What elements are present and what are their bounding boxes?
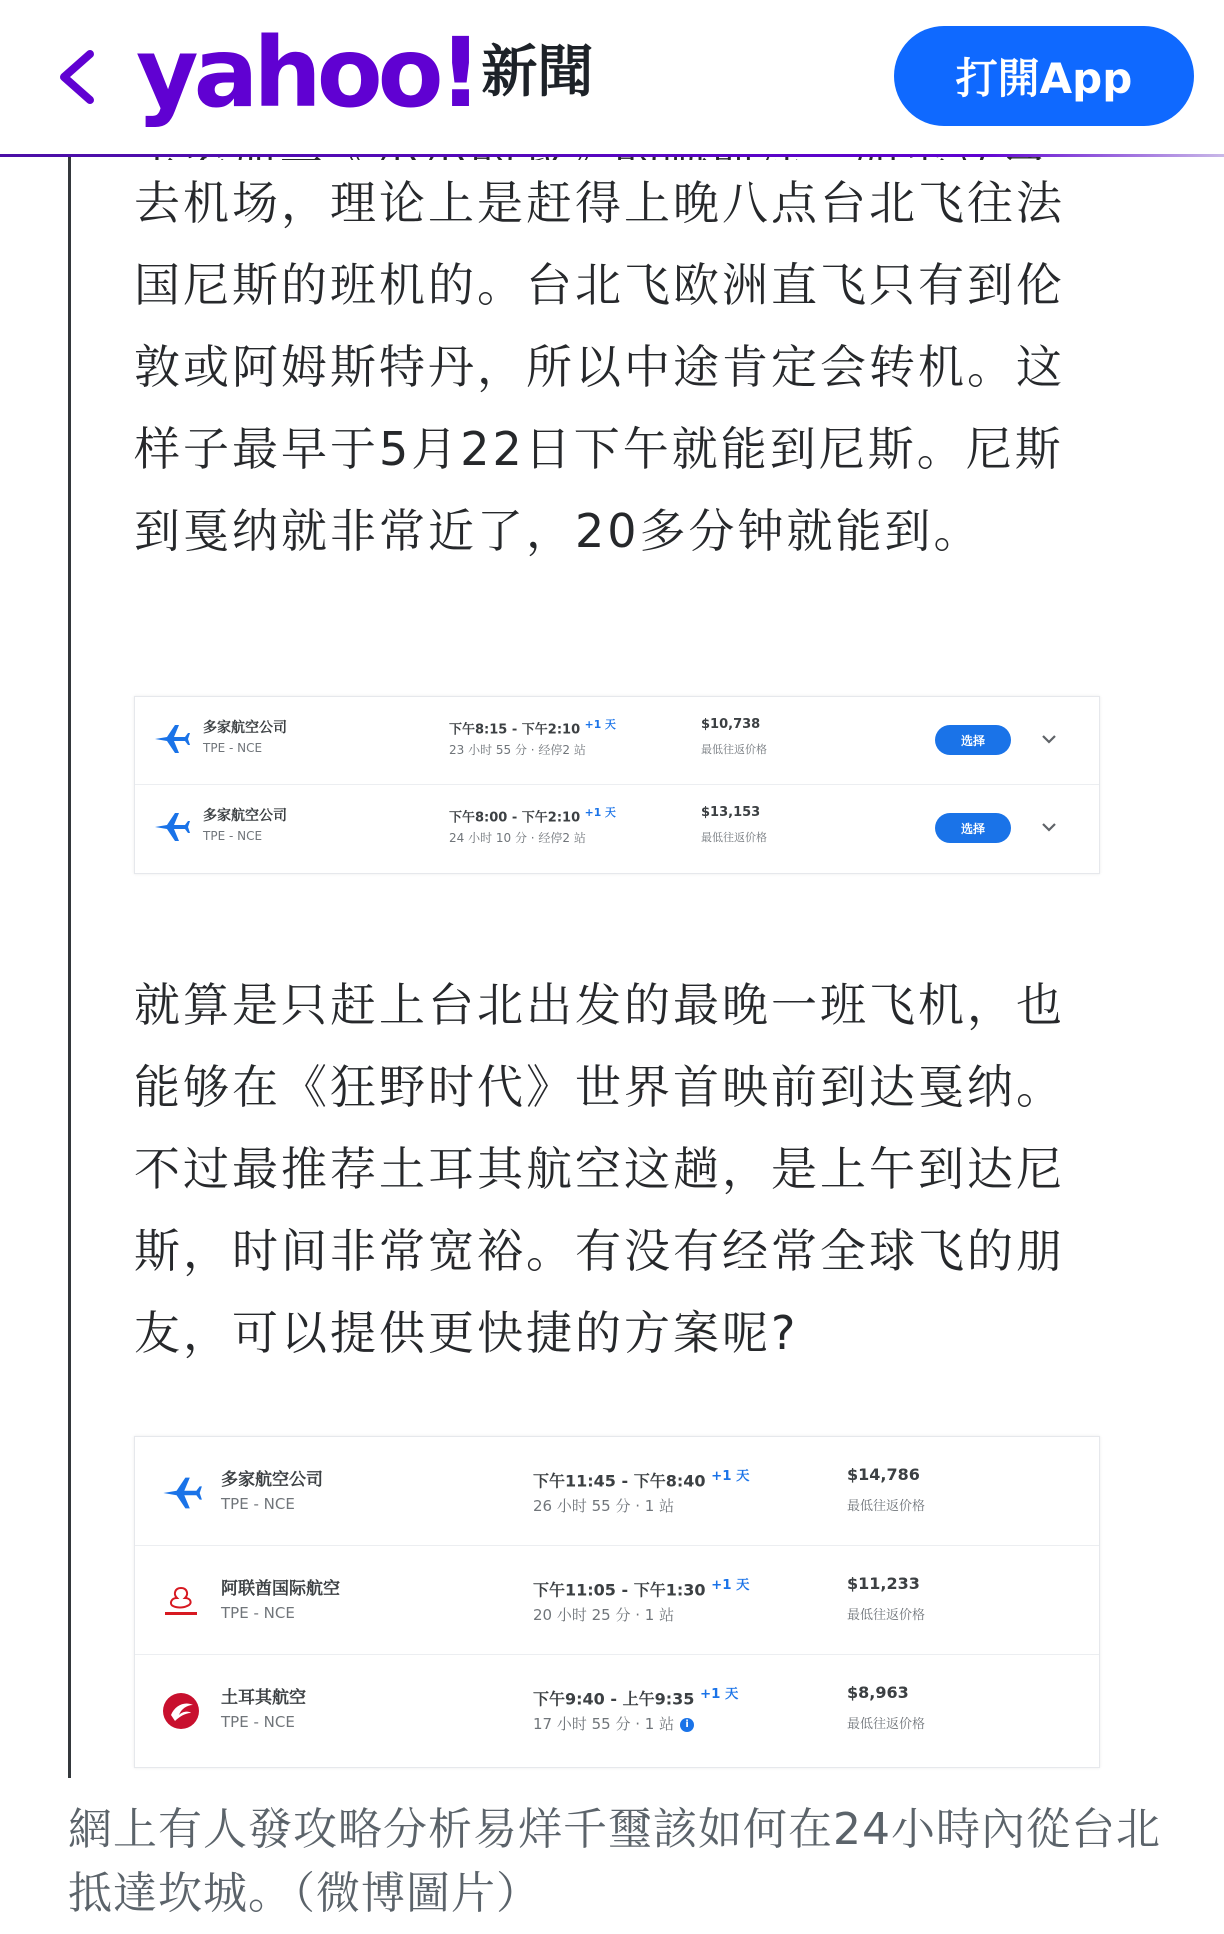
route: TPE - NCE: [221, 1604, 295, 1622]
info-icon[interactable]: i: [680, 1718, 694, 1732]
flight-results-card-2: [134, 1436, 1100, 1768]
flight-row[interactable]: [135, 1655, 1099, 1763]
article-content: [0, 156, 1224, 1934]
flight-time: 下午11:05 - 下午1:30 $^{+1 天}$: [533, 1578, 750, 1600]
price-note: 最低往返价格: [847, 1499, 926, 1514]
airline-name: 多家航空公司: [221, 1470, 323, 1490]
price: $14,786: [847, 1465, 920, 1484]
open-app-button[interactable]: 打開App: [894, 26, 1194, 126]
route: TPE - NCE: [221, 1495, 295, 1513]
price: $10,738: [701, 717, 761, 732]
price-note: 最低往返价格: [847, 1717, 926, 1732]
airline-name: 多家航空公司: [203, 720, 287, 736]
next-day-badge: +1 天: [584, 718, 616, 731]
back-arrow-icon[interactable]: [50, 42, 110, 112]
airline-name: 土耳其航空: [221, 1688, 306, 1708]
airplane-icon: [151, 719, 191, 759]
price: $11,233: [847, 1574, 920, 1593]
yahoo-news-logo[interactable]: [136, 18, 593, 128]
flight-row[interactable]: [135, 785, 1099, 872]
flight-row[interactable]: [135, 1546, 1099, 1655]
chevron-down-icon[interactable]: [1037, 727, 1061, 751]
quote-bar: [68, 156, 71, 1778]
logo-brand: yahoo!: [136, 17, 478, 129]
flight-time: 下午8:00 - 下午2:10 $^{+1 天}$: [449, 806, 616, 826]
emirates-logo-icon: [159, 1580, 203, 1624]
airline-name: 阿联酋国际航空: [221, 1579, 340, 1599]
duration: 23 小时 55 分 · 经停2 站: [449, 743, 586, 757]
header-divider: [0, 154, 1224, 157]
price: $13,153: [701, 805, 761, 820]
duration: 26 小时 55 分 · 1 站: [533, 1497, 675, 1515]
next-day-badge: +1 天: [584, 806, 616, 819]
flight-results-card-1: [134, 696, 1100, 874]
duration: 17 小时 55 分 · 1 站 i: [533, 1713, 694, 1734]
duration: 20 小时 25 分 · 1 站: [533, 1606, 675, 1624]
flight-time: 下午11:45 - 下午8:40 $^{+1 天}$: [533, 1469, 750, 1491]
airline-name: 多家航空公司: [203, 808, 287, 824]
airplane-icon: [151, 807, 191, 847]
price: $8,963: [847, 1683, 909, 1702]
duration: 24 小时 10 分 · 经停2 站: [449, 831, 586, 845]
logo-section: 新聞: [481, 40, 594, 105]
flight-row[interactable]: [135, 697, 1099, 785]
flight-time: 下午8:15 - 下午2:10 $^{+1 天}$: [449, 718, 616, 738]
chevron-down-icon[interactable]: [1037, 815, 1061, 839]
next-day-badge: +1 天: [711, 1578, 750, 1593]
article-paragraph-1: 去机场，理论上是赶得上晚八点台北飞往法国尼斯的班机的。台北飞欧洲直飞只有到伦敦或阿姆斯特丹，所以中途肯定会转机。这样子最早于5月22日下午就能到尼斯。尼斯到戛纳就非常近了，20多分钟就能到。: [134, 176, 1065, 558]
next-day-badge: +1 天: [711, 1469, 750, 1484]
airplane-icon: [159, 1471, 203, 1515]
select-flight-button[interactable]: 选择: [935, 725, 1011, 755]
article-paragraph-2: 就算是只赶上台北出发的最晚一班飞机，也能够在《狂野时代》世界首映前到达戛纳。不过最推荐土耳其航空这趟，是上午到达尼斯，时间非常宽裕。有没有经常全球飞的朋友，可以提供更快捷的方案呢?: [134, 978, 1065, 1360]
route: TPE - NCE: [221, 1713, 295, 1731]
route: TPE - NCE: [203, 829, 263, 843]
flight-time: 下午9:40 - 上午9:35 $^{+1 天}$: [533, 1687, 739, 1709]
turkish-airlines-logo-icon: [159, 1689, 203, 1733]
select-flight-button[interactable]: 选择: [935, 813, 1011, 843]
next-day-badge: +1 天: [699, 1687, 739, 1702]
top-header: [0, 0, 1224, 156]
image-caption: 網上有人發攻略分析易烊千璽該如何在24小時內從台北抵達坎城。（微博圖片）: [68, 1804, 1161, 1919]
route: TPE - NCE: [203, 741, 263, 755]
price-note: 最低往返价格: [847, 1608, 926, 1623]
flight-row[interactable]: [135, 1437, 1099, 1546]
price-note: 最低往返价格: [701, 831, 767, 844]
price-note: 最低往返价格: [701, 743, 767, 756]
